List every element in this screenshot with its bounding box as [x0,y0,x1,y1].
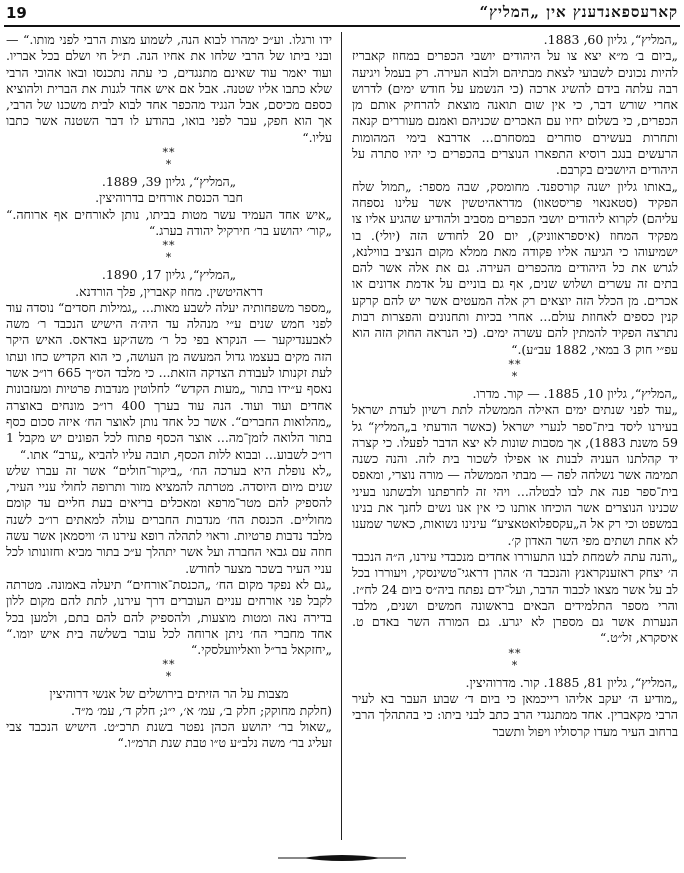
right-column-citation: „המליץ“, גליון 81, 1885. קור. מדרוהיצין. [465,674,678,690]
end-ornament [278,852,406,864]
right-column-citation: „המליץ“, גליון 10, 1885. — קור. מדרו. [472,385,678,401]
left-column-separator: ** * [162,146,176,172]
left-column-heading: „המליץ“, גליון 39, 1889. [101,174,237,190]
right-column-paragraph: „ביום ב׳ מ״א יצא צו על היהודים יושבי הכפרים במחוז קאבריז להיות נכונים לשבועי לצאת מבתיהם ולבוא העירה. רק בעמל ויגיעה רבה עלתה בידם להשיג ארכה (כי הנשמע על חודש ימים) לדרוש אחרי שורש דבר, כי אין שום תואנה מוצאת להרחיק אותם מן הכפרים, כי בשלום יחיו עם האכרים שכניהם ואמנם מעוררים קנאה ותחרות בעשירם סוחרים במסחרם... אדרבא בימי המהומות הרעשים בנגב רוסיא התפארו הנוצרים בהכפרים כי יהיו סתרה על היהודים היושבים בקרבם. [352,48,678,178]
right-column-separator: ** * [508,357,522,383]
left-column-paragraph: „מספר משפחותיה יעלה לשבע מאות... „גמילות חסדים“ נוסדה עוד לפני חמש שנים ע״י מנהלה עד היה׳ה הישיש הנכבד ר׳ משה לאבענדיקער — הנקרא בפי כל ר׳ משה׳קע באדאס. האיש היקר הזה מקים בעצמו גדול המעשה מן העושה, כי הוא הקדיש כחו ועתו לעת זקנותו לעבודת הצדקה הזאת... כי מלבד הס״ך 665 רו״כ אשר נאסף ע״ידו בתור „מעות הקדש“ לחלוטין מנדבות פרטיות ומעזבונות אחדים ועוד ועוד. הנה עוד בערך 400 רו״כ מונחים באוצרה „מהלואות החברים“. אשר כל אחד נותן לאוצר הח׳ איזה סכום כסף בתור הלואה לזמן־מה... אוצר הכסף פתוח לכל הפונים יש מקבל 1 רו״כ לשבוע... ובבוא ללות הכסף, תובה עליו להביא „ערב“ אתו.“ [6,299,332,462]
left-column [6,32,332,842]
left-column-separator: ** * [162,239,176,265]
left-column-paragraph: „לא נופלת היא בערכה הח׳ „ביקור־חולים“ אשר זה עברו שלש שנים מיום היוסדה. מטרתה להמציא מזור ותרופה לחולי עניי העיר, להספיק להם מטר־מרפא ומאכלים בריאים בעת חליים עד קומם מחוליים. הכנסת הח׳ מנדבות החברים עולה למאתים רו״כ לשנה מלבד נדבות פרטיות. וראוי לתהלה רופא עירנו ה׳ וויסמאן אשר עשה חוזה עם גבאי החברה ועל אשר יתהלך ע״כ בתור מביא וחזונותו לכל עניי העיר בשכר מצער לחודש. [6,462,332,576]
right-column-separator: ** * [508,646,522,672]
left-column-paragraph: ידו ורגלו. וע״כ ימהרו לבוא הנה, לשמוע מצות הרבי לפני מותו.“ — ובני ביתו של הרבי שלחו את אחיו הנה. ת״ל חי ושלם בכל אבריו. ועוד יאמר עוד שאינם מתנגדים, כי עתה נתכנסו ובאו אהובי הרבי שלא כתבו אליו שטנה. אבל אם איש אחד לגנות את הברית ולהוציא כספם מכיסם, אבל הנגיד מהכפר אחד לבוא לבית משכנו של הרבי, אך הוא חפק, עבר לפני בואו, בהודע לו דבר השטנה אשר כתבו עליו.“ [6,32,332,145]
header-rule [4,25,680,27]
right-column-paragraph: „מודיע ה׳ יעקב אליהו רייכמאן כי ביום ד׳ שבוע העבר בא לעיר הרבי מקאברין. אחד ממתנגדי הרב כתב לבני ביתו: כי בהתהלך הרבי ברחוב העיר מעדו קרסוליו ויפול ותשבר [352,690,678,739]
right-column-paragraph: „עוד לפני שנתים ימים האילה הממשלה לתת רשיון לעדת ישראל בעירנו ליסד בית־ספר לנערי ישראל (כאשר הודעתי ב„המליץ“ גל 59 משנת 1883), אך מסבות שונות לא יצא הדבר לפעלו. כי קצרה יד קהלתנו העניה לבנות או אפילו לשכור בית לזה. והנה כשנה תמימה אשר נשלחה לפה — מבתי הממשלה — מורה נוצרי, ומאפס בית־ספר פנה את לבו לבטלה... ויהי זה לחרפתנו ולבשתנו בעיני שכנינו הנוצרים אשר הוכיחו אותנו כי אין אנו נשים לחנך את בנינו במשפט וכי רק אל ה„עקספלואטאציע“ עינינו נשואות, כאשר שמענו לא אחת ושתים מפי השר האדון ק׳. [352,402,678,548]
right-column-paragraph: „והנה עתה לשמחת לבנו התעוררו אחדים מנכבדי עירנו, ה״ה הנכבד ה׳ יצחק ראזענקראנץ והנכבד ה׳ אהרן דראגי־טשינסקי, ויעוררו בכל לב על אשר מצאו לכבוד הדבר, ועל־ידם נפתח ביה״ס ביום 24 לח״ז. והרי מספר התלמידים הבאים בראשונה חמשים ושנים, מלבד הנערות אשר גם מספרן לא יגרע. גם המורה השר באדם ט. איסקרא, זל״ט.“ [352,548,678,646]
left-column-heading: חבר הכנסת אורחים בדרוהיצין. [95,190,243,206]
running-head-title: קארעספאנדענץ אין „המליץ“ [479,3,678,21]
text-columns [6,32,678,842]
right-column [352,32,678,842]
left-column-paragraph: (חלקת מחוקק; חלק ב׳, עמ׳ א׳, י״ג; חלק ד׳, עמ׳ מ״ד. [71,702,332,718]
left-column-heading: דראהיטשין. מחוז קאברין, פלך הורדנא. [75,283,263,299]
column-divider [341,32,342,840]
left-column-paragraph: „גם לא נפקד מקום הח׳ „הכנסת־אורחים“ תיעלה באמונה. מטרתה לקבל פני אורחים עניים העוברים דרך עירנו, לתת להם מקום ללון בדירה נאה ומטות מוצעות, ולהספיק להם להם בתם, ולמען בכל אחד מחברי הח׳ ניתן ארוחה לכל עובר בשלשה בית איש יומו.“ „יחזקאל בר״ל וואליוועלסקי.“ [6,576,332,658]
left-column-paragraph: „איש אחד העמיד עשר מטות בביתו, נותן לאורחים אף ארוחה.“ „קור׳ יהושע בר׳ חירקיל יהודה בערג.“ [6,206,332,238]
left-column-separator: ** * [162,658,176,684]
page-header [0,0,684,24]
page-number: 19 [6,4,27,22]
left-column-heading: מצבות על הר הזיתים בירושלים של אנשי דרוהיצין [49,686,289,702]
left-column-heading: „המליץ“, גליון 17, 1890. [101,267,237,283]
left-column-paragraph: „שאול בר׳ יהושע הכהן נפטר בשנת תרכ״ט. הישיש הנכבד צבי זעליג בר׳ משה נלב״ע ט״ו טבת שנת תרמ״ו.“ [6,718,332,751]
right-column-paragraph: „באותו גליון ישנה קורספנד. מחומסק, שבה מספר: „תמול שלח הפקיד (סטאנאוי פריסטאוו) מדראהיטשין אשר עלינו נספחה עליהם) לקרוא ליהודים יושבי הכפרים מסביב ולהודיע שהגיע אליו צו מפקיד המחוז (איספראווניק), יום 20 לחודש הזה (יולי). בו ישמיעוהו כי הגיעה אליו פקודה מאת ממלא מקום הנציב בווילנא, לגרש את כל היהודים מהכפרים העירה. גם את אלה אשר להם בתים זה עשרים ושלוש שנים, אף גם בוניים על אדמת אדונים או אכרים. מן הכלל הזה יוצאים רק אלה המעטים אשר יש להם קרקע קנין כספים לאחוזת עולם... אחרי בכיות ותחנונים והפצרות רבות נתרצה הפקיד להמתין להם עשרה ימים. (כי הנראה החוק הזה הוא עפ״י חוק 3 במאי, 1882 עב״ע).“ [352,178,678,357]
right-column-citation: „המליץ“, גליון 60, 1883. [543,32,678,47]
